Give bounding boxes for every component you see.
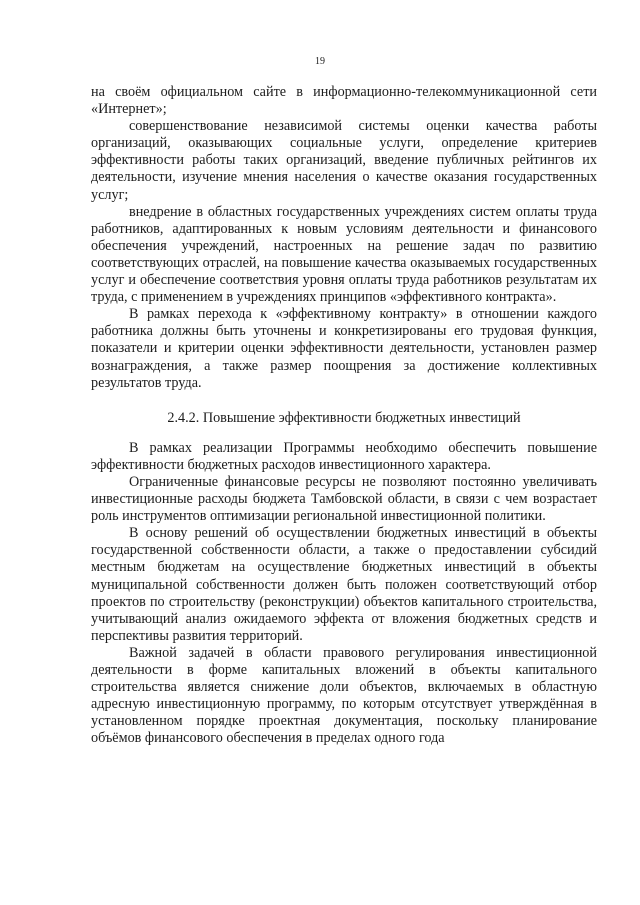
paragraph-1: на своём официальном сайте в информационно-телекоммуникационной сети «Интернет»;	[91, 84, 597, 118]
page-number: 19	[315, 56, 325, 67]
section-paragraph-3: В основу решений об осуществлении бюджетных инвестиций в объекты государственной собственности области, а также о предоставлении субсидий местным бюджетам на осуществление бюджетных инвестиций в объекты муниципальной собственности должен быть положен соответствующий отбор проектов по строительству (реконструкции) объектов капитального строительства, учитывающий анализ ожидаемого эффекта от вложения бюджетных средств и перспективы развития территорий.	[91, 525, 597, 644]
paragraph-3: внедрение в областных государственных учреждениях систем оплаты труда работников, адаптированных к новым условиям деятельности и финансового обеспечения учреждений, настроенных на решение задач по развитию соответствующих отраслей, на повышение качества оказываемых государственных услуг и обеспечение соответствия уровня оплаты труда работников результатам их труда, с применением в учреждениях принципов «эффективного контракта».	[91, 203, 597, 306]
section-paragraph-1: В рамках реализации Программы необходимо обеспечить повышение эффективности бюджетных расходов инвестиционного характера.	[91, 439, 597, 473]
section-heading: 2.4.2. Повышение эффективности бюджетных инвестиций	[167, 409, 521, 426]
paragraph-4: В рамках перехода к «эффективному контракту» в отношении каждого работника должны быть уточнены и конкретизированы его трудовая функция, показатели и критерии оценки эффективности деятельности, установлен размер вознаграждения, а также размер поощрения за достижение коллективных результатов труда.	[91, 306, 597, 391]
paragraph-2: совершенствование независимой системы оценки качества работы организаций, оказывающих социальные услуги, определение критериев эффективности работы таких организаций, введение публичных рейтингов их деятельности, изучение мнения населения о качестве оказания государственных услуг;	[91, 118, 597, 203]
section-paragraph-4: Важной задачей в области правового регулирования инвестиционной деятельности в форме капитальных вложений в объекты капитального строительства является снижение доли объектов, включаемых в областную адресную инвестиционную программу, по которым отсутствует утверждённая в установленном порядке проектная документация, поскольку планирование объёмов финансового обеспечения в пределах одного года	[91, 644, 597, 747]
section-paragraph-2: Ограниченные финансовые ресурсы не позволяют постоянно увеличивать инвестиционные расходы бюджета Тамбовской области, в связи с чем возрастает роль инструментов оптимизации региональной инвестиционной политики.	[91, 473, 597, 525]
document-body	[91, 84, 597, 747]
